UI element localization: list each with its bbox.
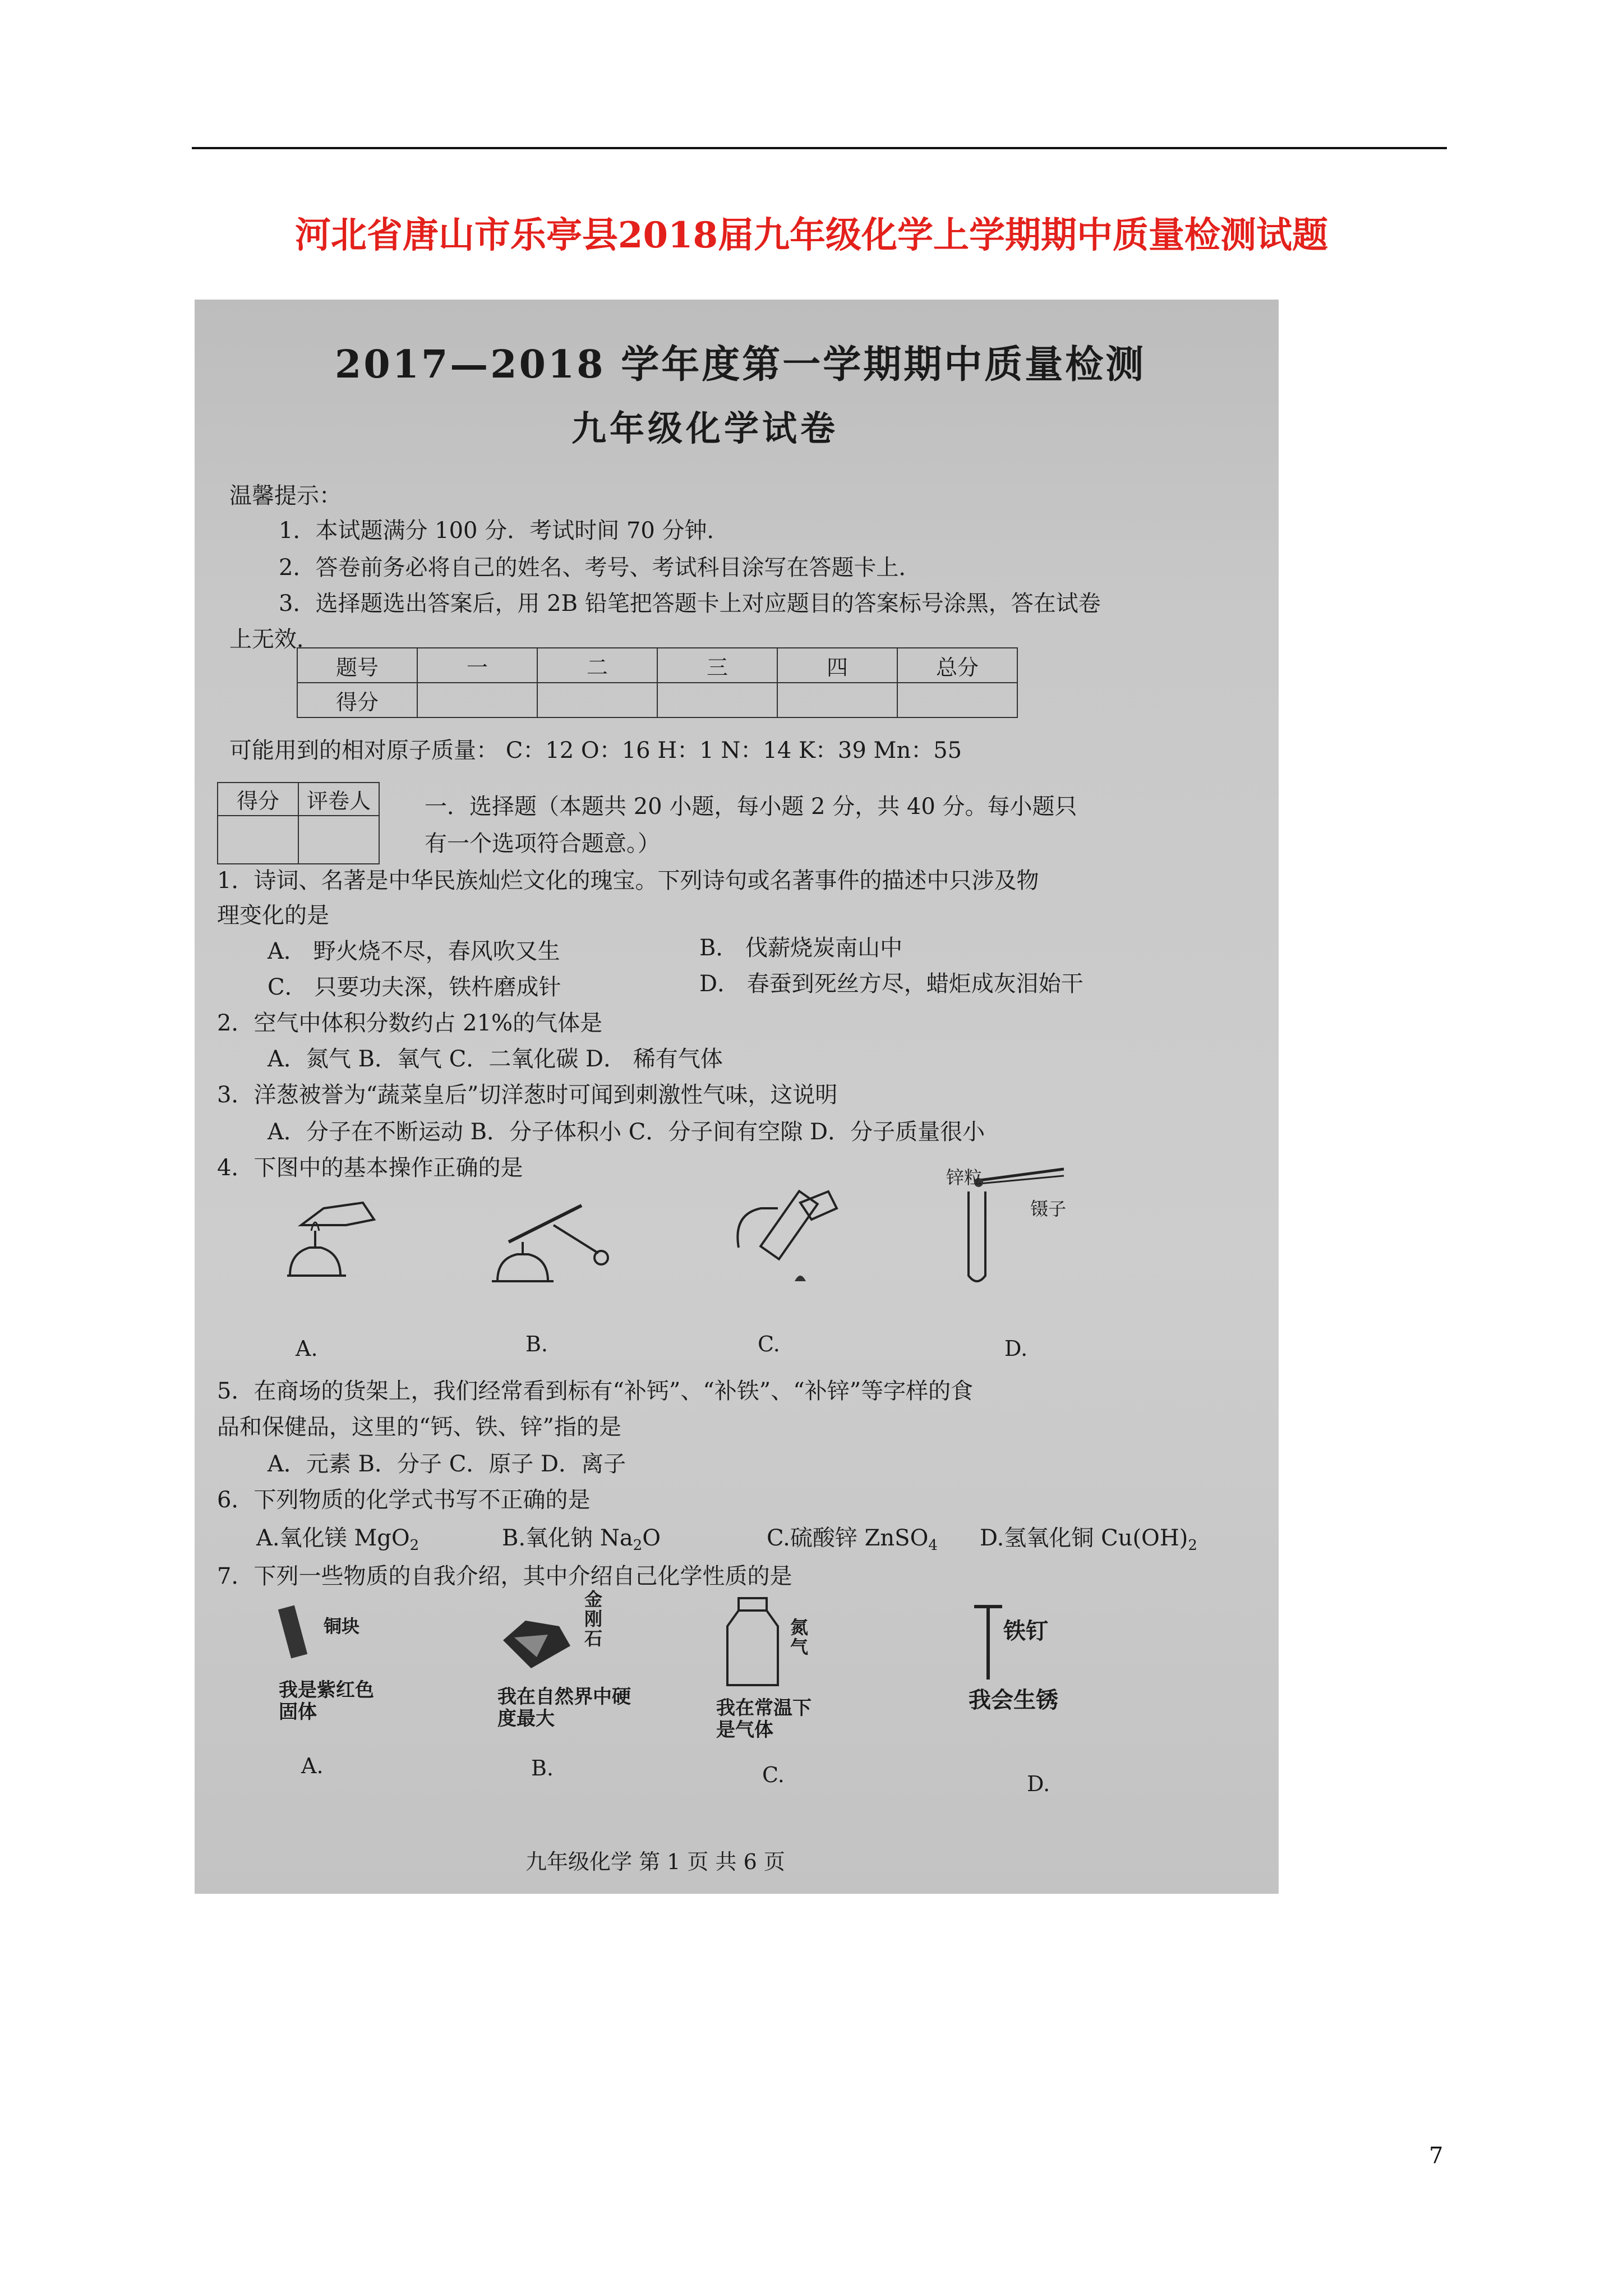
q4-letter-b: B. [525, 1332, 548, 1356]
tips-label: 温馨提示： [229, 483, 342, 509]
q7-letter-d: D. [1027, 1772, 1050, 1796]
q4-figure-b [486, 1191, 615, 1287]
header-rule [192, 147, 1447, 149]
q7-b-label: 金刚石 [584, 1589, 603, 1650]
zinc-granule-label: 锌粒 [946, 1167, 983, 1188]
q5-options: A．元素 B．分子 C．原子 D．离子 [268, 1451, 626, 1477]
score-header-3: 三 [657, 648, 777, 683]
q6-c-subscript: 4 [928, 1537, 938, 1554]
copper-block-icon [273, 1601, 324, 1663]
q4-figure-d [946, 1163, 1092, 1292]
grader-cell [218, 816, 298, 864]
score-header-total: 总分 [897, 648, 1017, 683]
q6-b-text: B.氧化钠 Na [502, 1525, 633, 1551]
q1-option-a: A． 野火烧不尽，春风吹又生 [268, 938, 560, 964]
exam-title: 2017—2018 学年度第一学期期中质量检测 [335, 342, 1146, 387]
q3-stem: 3．洋葱被誉为“蔬菜皇后”切洋葱时可闻到刺激性气味，这说明 [217, 1082, 838, 1108]
q5-stem-line2: 品和保健品，这里的“钙、铁、锌”指的是 [217, 1414, 621, 1440]
score-cell [537, 683, 657, 717]
exam-subtitle: 九年级化学试卷 [571, 408, 839, 449]
q7-a-label: 铜块 [324, 1616, 360, 1637]
diamond-icon [497, 1612, 576, 1680]
q7-letter-a: A. [301, 1754, 324, 1778]
q6-c-text: C.硫酸锌 ZnSO [767, 1525, 929, 1551]
scan-footer: 九年级化学 第 1 页 共 6 页 [525, 1849, 785, 1874]
q6-b-tail: O [642, 1525, 661, 1551]
score-cell [657, 683, 777, 717]
scanned-exam-page [195, 300, 1279, 1894]
score-row-label: 得分 [297, 683, 417, 717]
q7-figure-d [969, 1601, 1148, 1747]
q6-option-c [767, 1520, 938, 1554]
tweezers-label: 镊子 [1030, 1198, 1067, 1220]
q3-options: A．分子在不断运动 B．分子体积小 C．分子间有空隙 D．分子质量很小 [268, 1119, 985, 1145]
q7-d-caption: 我会生锈 [969, 1687, 1058, 1713]
q4-letter-a: A. [296, 1336, 318, 1361]
q7-figure-a [273, 1601, 441, 1747]
q1-stem-line2: 理变化的是 [217, 903, 329, 928]
q1-option-b: B． 伐薪烧炭南山中 [699, 935, 903, 961]
q7-letter-b: B. [531, 1756, 554, 1780]
q1-option-d: D． 春蚕到死丝方尽，蜡炬成灰泪始干 [699, 971, 1083, 997]
q7-figure-b [497, 1590, 666, 1736]
pour-liquid-icon [716, 1180, 845, 1292]
q7-d-label: 铁钉 [1003, 1618, 1048, 1644]
q6-option-d [980, 1520, 1197, 1554]
alcohol-lamp-ignite-icon [268, 1191, 391, 1287]
q6-d-text: D.氢氧化铜 Cu(OH) [980, 1525, 1188, 1551]
q1-stem-line1: 1．诗词、名著是中华民族灿烂文化的瑰宝。下列诗句或名著事件的描述中只涉及物 [217, 868, 1039, 894]
score-header-2: 二 [537, 648, 657, 683]
q7-stem: 7．下列一些物质的自我介绍，其中介绍自己化学性质的是 [217, 1563, 792, 1589]
grader-table [217, 782, 380, 864]
q7-a-caption: 我是紫红色固体 [279, 1679, 374, 1724]
q4-stem: 4．下图中的基本操作正确的是 [217, 1155, 523, 1181]
q2-stem: 2．空气中体积分数约占 21%的气体是 [217, 1010, 603, 1036]
score-cell [417, 683, 537, 717]
score-header-number: 题号 [297, 648, 417, 683]
tip-2: 2．答卷前务必将自己的姓名、考号、考试科目涂写在答题卡上． [279, 555, 921, 581]
tip-1: 1．本试题满分 100 分．考试时间 70 分钟． [279, 518, 730, 544]
q7-b-caption: 我在自然界中硬度最大 [497, 1686, 631, 1731]
iron-nail-icon [969, 1601, 1008, 1685]
grader-header-grader: 评卷人 [298, 783, 379, 816]
q4-figure-c [716, 1180, 845, 1292]
section-1-note: 有一个选项符合题意。） [425, 831, 660, 857]
q6-a-subscript: 2 [409, 1537, 419, 1554]
score-header-4: 四 [777, 648, 897, 683]
q4-figure-a [268, 1191, 391, 1287]
atomic-masses: 可能用到的相对原子质量： C：12 O：16 H：1 N：14 K：39 Mn：55 [229, 738, 962, 763]
q7-figure-c [716, 1595, 884, 1747]
grader-header-score: 得分 [218, 783, 298, 816]
document-title: 河北省唐山市乐亭县2018届九年级化学上学期期中质量检测试题 [294, 214, 1329, 256]
tip-3: 3．选择题选出答案后，用 2B 铅笔把答题卡上对应题目的答案标号涂黑，答在试卷 [279, 591, 1101, 616]
q4-letter-c: C. [758, 1332, 780, 1356]
tip-3-continued: 上无效． [229, 627, 319, 652]
q6-option-b [502, 1520, 661, 1554]
section-1-heading: 一．选择题（本题共 20 小题，每小题 2 分，共 40 分。每小题只 [425, 794, 1077, 820]
score-table [297, 647, 1018, 718]
q6-d-subscript: 2 [1188, 1537, 1197, 1554]
heating-test-tube-icon [486, 1191, 615, 1287]
score-cell [897, 683, 1017, 717]
q7-letter-c: C. [762, 1763, 785, 1787]
q7-c-label: 氮气 [790, 1617, 809, 1658]
q6-b-subscript: 2 [633, 1537, 643, 1554]
q2-options: A．氮气 B．氧气 C．二氧化碳 D． 稀有气体 [268, 1046, 723, 1072]
score-header-1: 一 [417, 648, 537, 683]
q6-a-text: A.氧化镁 MgO [256, 1525, 410, 1551]
q6-option-a [256, 1520, 419, 1554]
q1-option-c: C． 只要功夫深，铁杵磨成针 [268, 974, 561, 1000]
q5-stem-line1: 5．在商场的货架上，我们经常看到标有“补钙”、“补铁”、“补锌”等字样的食 [217, 1378, 974, 1404]
q6-stem: 6．下列物质的化学式书写不正确的是 [217, 1487, 591, 1513]
q4-letter-d: D. [1004, 1336, 1028, 1361]
gas-bottle-icon [716, 1595, 789, 1691]
score-cell [777, 683, 897, 717]
page-number: 7 [1429, 2143, 1444, 2169]
grader-cell [298, 816, 379, 864]
q7-c-caption: 我在常温下是气体 [716, 1697, 811, 1742]
